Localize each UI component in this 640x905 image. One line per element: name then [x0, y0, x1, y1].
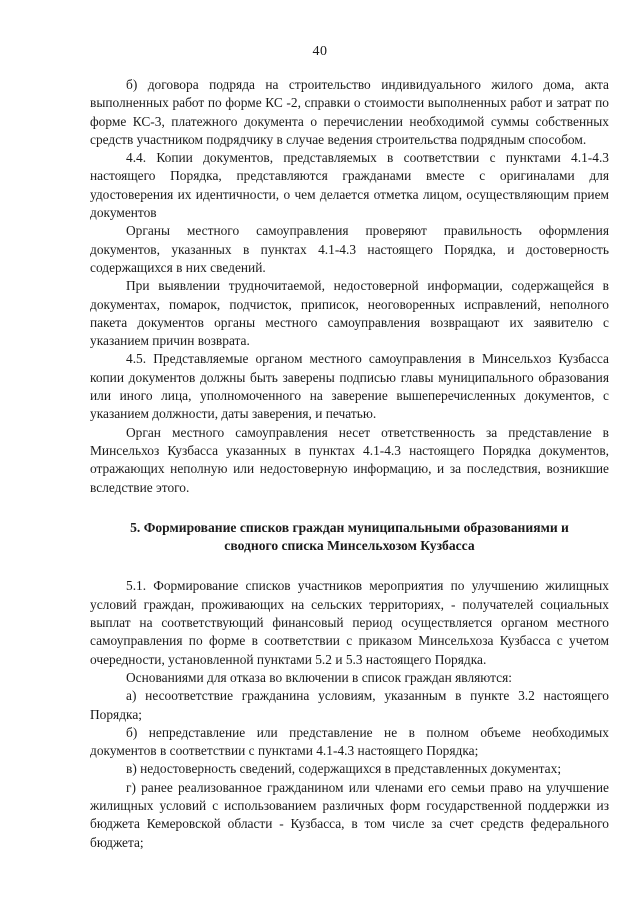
list-item-g: г) ранее реализованное гражданином или членами его семьи право на улучшение жилищных условий с использованием различных форм государственной поддержки из бюджета Кемеровской области - Кузбасса, в том числе за счет средств федерального бюджета; [90, 779, 609, 850]
paragraph-verification: Органы местного самоуправления проверяют правильность оформления документов, указанных в пунктах 4.1-4.3 настоящего Порядка, и достоверность содержащихся в них сведений. [90, 223, 609, 275]
paragraph-4-5-certification: 4.5. Представляемые органом местного самоуправления в Минсельхоз Кузбасса копии документов должны быть заверены подписью главы муниципального образования или иного лица, уполномоченного на заверение вышеперечисленных документов, с указанием должности, даты заверения, и печатью. [90, 351, 609, 422]
paragraph-contract-docs: б) договора подряда на строительство индивидуального жилого дома, акта выполненных работ по форме КС -2, справки о стоимости выполненных работ и затрат по форме КС-3, платежного документа о перечислении необходимой суммы собственных средств участником подрядчику в случае ведения строительства подрядным способом. [90, 77, 609, 147]
section-5-heading [90, 519, 609, 556]
document-body [90, 76, 609, 852]
list-item-b: б) непредставление или представление не в полном объеме необходимых документов в соответствии с пунктами 4.1-4.3 настоящего Порядка; [90, 724, 609, 759]
list-item-a: а) несоответствие гражданина условиям, указанным в пункте 3.2 настоящего Порядка; [90, 688, 609, 722]
paragraph-refusal-grounds: Основаниями для отказа во включении в список граждан являются: [126, 669, 512, 685]
paragraph-4-4-copies: 4.4. Копии документов, представляемых в соответствии с пунктами 4.1-4.3 настоящего Порядка, представляются гражданами вместе с оригиналами для удостоверения их идентичности, о чем делается отметка лицом, осуществляющим прием документов [90, 150, 609, 221]
paragraph-responsibility: Орган местного самоуправления несет ответственность за представление в Минсельхоз Кузбасса указанных в пунктах 4.1-4.3 настоящего Порядка документов, отражающих неполную или недостоверную информацию, и за последствия, возникшие вследствие этого. [90, 424, 609, 495]
paragraph-return-documents: При выявлении трудночитаемой, недостоверной информации, содержащейся в документах, помарок, подчисток, приписок, неоговоренных исправлений, неполного пакета документов органы местного самоуправления возвращают их заявителю с указанием причин возврата. [90, 278, 609, 349]
list-item-v: в) недостоверность сведений, содержащихся в представленных документах; [126, 761, 562, 777]
section-5-heading-line-2: сводного списка Минсельхозом Кузбасса [224, 538, 475, 554]
section-5-heading-line-1: 5. Формирование списков граждан муниципальными образованиями и [130, 519, 569, 535]
paragraph-5-1-lists: 5.1. Формирование списков участников мероприятия по улучшению жилищных условий граждан, проживающих на сельских территориях, - получателей социальных выплат на соответствующий финансовый период осуществляется органом местного самоуправления по форме в соответствии с приказом Минсельхоза Кузбасса с учетом очередности, установленной пунктами 5.2 и 5.3 настоящего Порядка. [90, 578, 609, 667]
page-number: 40 [312, 44, 328, 59]
